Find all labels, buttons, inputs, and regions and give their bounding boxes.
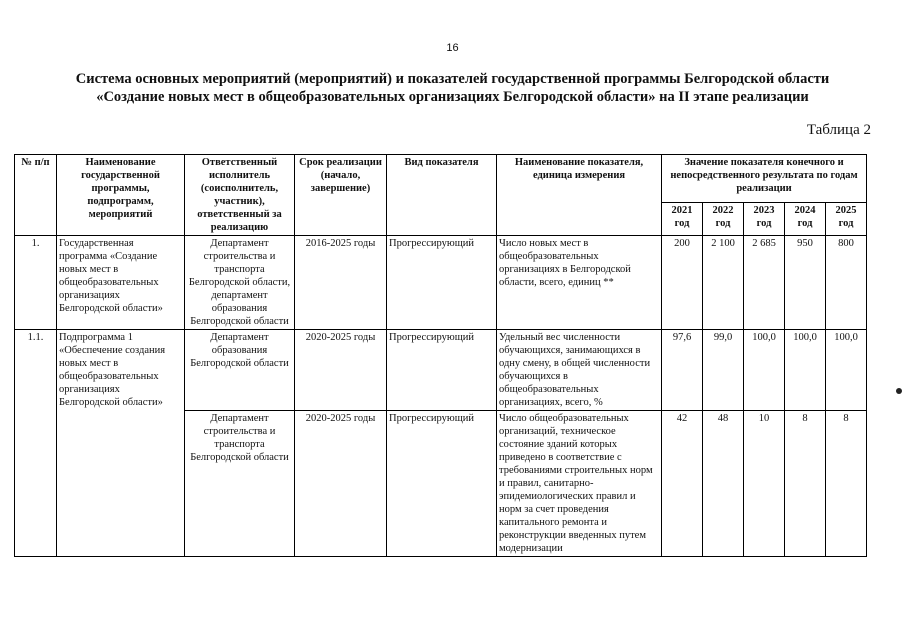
row-value-2024: 100,0 <box>785 330 826 411</box>
row-value-2021: 42 <box>662 411 703 557</box>
row-indicator-name: Число новых мест в общеобразовательных организациях в Белгородской области, всего, единиц ** <box>497 236 662 330</box>
row-program: Государственная программа «Создание новых мест в общеобразовательных организациях Белгородской области» <box>57 236 185 330</box>
header-num: № п/п <box>15 155 57 236</box>
header-year-2025: 2025 год <box>826 202 867 235</box>
scan-artifact <box>896 388 902 394</box>
row-value-2023: 100,0 <box>744 330 785 411</box>
row-value-2022: 48 <box>703 411 744 557</box>
document-title <box>0 70 905 106</box>
page-number: 16 <box>446 42 459 54</box>
header-program: Наименование государственной программы, подпрограмм, мероприятий <box>57 155 185 236</box>
row-value-2025: 100,0 <box>826 330 867 411</box>
header-year-2023: 2023 год <box>744 202 785 235</box>
row-executor: Департамент образования Белгородской области <box>185 330 295 411</box>
row-program: Подпрограмма 1 «Обеспечение создания новых мест в общеобразовательных организациях Белгородской области» <box>57 330 185 557</box>
row-value-2022: 2 100 <box>703 236 744 330</box>
row-executor: Департамент строительства и транспорта Белгородской области, департамент образования Белгородской области <box>185 236 295 330</box>
table-label: Таблица 2 <box>806 122 871 138</box>
row-num: 1.1. <box>15 330 57 557</box>
table-header-row <box>15 155 867 203</box>
header-term: Срок реализации (начало, завершение) <box>295 155 387 236</box>
header-year-2021: 2021 год <box>662 202 703 235</box>
row-term: 2020-2025 годы <box>295 330 387 411</box>
row-term: 2020-2025 годы <box>295 411 387 557</box>
row-value-2021: 97,6 <box>662 330 703 411</box>
row-indicator-name: Удельный вес численности обучающихся, занимающихся в одну смену, в общей численности обучающихся в общеобразовательных организациях, всего, % <box>497 330 662 411</box>
row-value-2025: 8 <box>826 411 867 557</box>
header-year-2022: 2022 год <box>703 202 744 235</box>
row-value-2024: 8 <box>785 411 826 557</box>
row-indicator-type: Прогрессирующий <box>387 236 497 330</box>
row-value-2025: 800 <box>826 236 867 330</box>
row-indicator-name: Число общеобразовательных организаций, техническое состояние зданий которых приведено в соответствие с требованиями строительных норм и правил, санитарно-эпидемиологических правил и норм за счет проведения капитального ремонта и реконструкции введенных путем модернизации <box>497 411 662 557</box>
title-line-1: Система основных мероприятий (мероприятий) и показателей государственной программы Белгородской области <box>75 71 830 87</box>
header-values-group: Значение показателя конечного и непосредственного результата по годам реализации <box>662 155 867 203</box>
table-row <box>15 330 867 411</box>
header-year-2024: 2024 год <box>785 202 826 235</box>
title-line-2: «Создание новых мест в общеобразовательных организациях Белгородской области» на II этапе реализации <box>96 89 809 105</box>
row-indicator-type: Прогрессирующий <box>387 330 497 411</box>
header-indicator-type: Вид показателя <box>387 155 497 236</box>
row-term: 2016-2025 годы <box>295 236 387 330</box>
row-value-2022: 99,0 <box>703 330 744 411</box>
row-num: 1. <box>15 236 57 330</box>
header-executor: Ответственный исполнитель (соисполнитель, участник), ответственный за реализацию <box>185 155 295 236</box>
row-indicator-type: Прогрессирующий <box>387 411 497 557</box>
header-indicator-name: Наименование показателя, единица измерения <box>497 155 662 236</box>
row-executor: Департамент строительства и транспорта Белгородской области <box>185 411 295 557</box>
row-value-2024: 950 <box>785 236 826 330</box>
table-row <box>15 236 867 330</box>
row-value-2023: 2 685 <box>744 236 785 330</box>
row-value-2021: 200 <box>662 236 703 330</box>
row-value-2023: 10 <box>744 411 785 557</box>
indicators-table <box>14 154 867 557</box>
